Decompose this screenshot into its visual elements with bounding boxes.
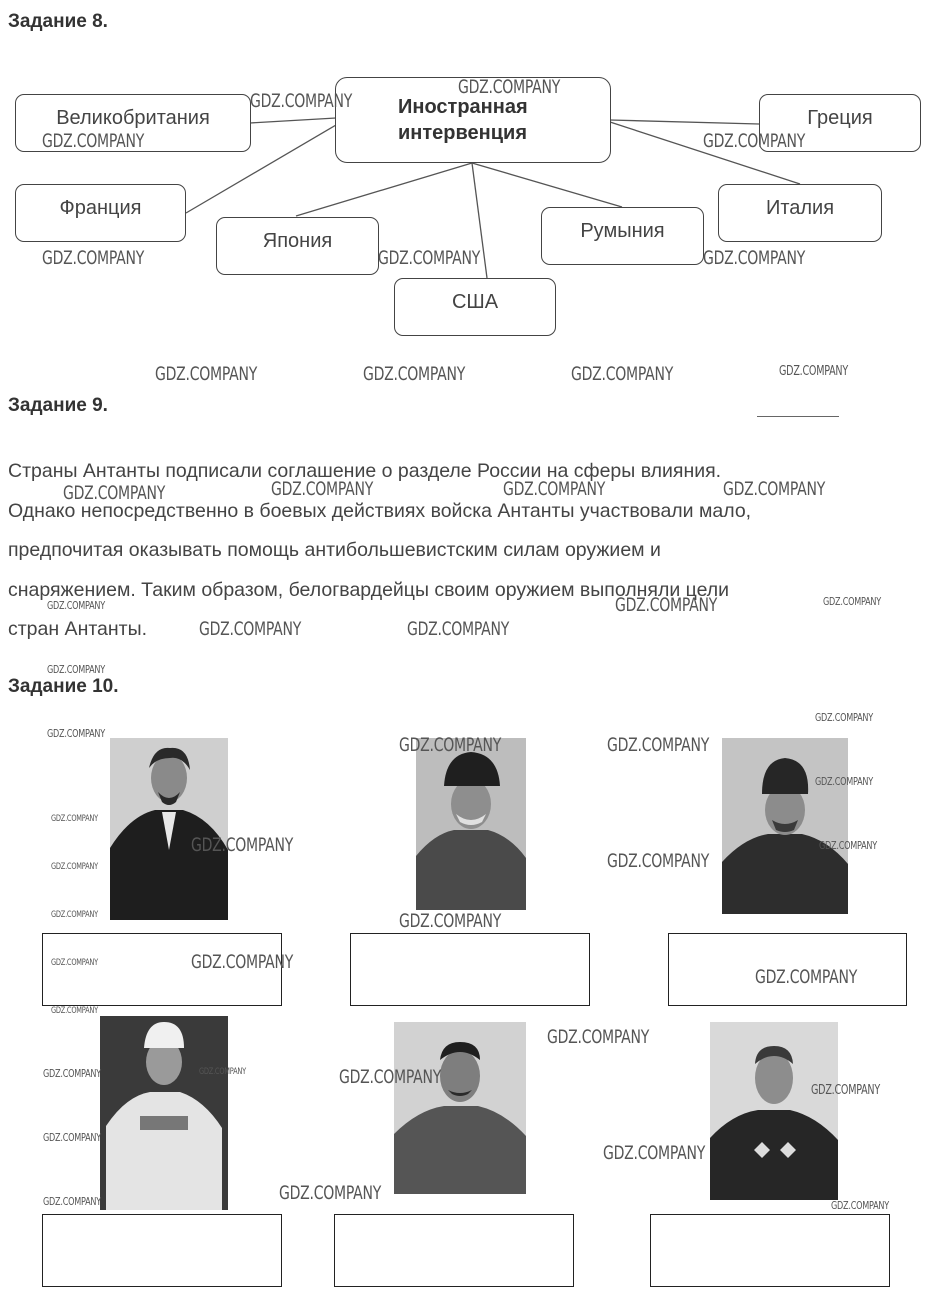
answer-box-2[interactable] (350, 933, 590, 1006)
watermark: GDZ.COMPANY (831, 1199, 889, 1212)
watermark: GDZ.COMPANY (191, 834, 294, 856)
watermark: GDZ.COMPANY (51, 958, 98, 968)
watermark: GDZ.COMPANY (547, 1026, 650, 1048)
paragraph-line: снаряжением. Таким образом, белогвардейцы своим оружием выполняли цели (8, 578, 730, 601)
paragraph-line: Однако непосредственно в боевых действиях войска Антанты участвовали мало, (8, 499, 752, 522)
node-france: Франция (15, 184, 186, 242)
node-italy: Италия (718, 184, 882, 242)
node-japan: Япония (216, 217, 379, 275)
watermark: GDZ.COMPANY (603, 1142, 706, 1164)
watermark: GDZ.COMPANY (399, 910, 502, 932)
portrait-photo-4 (100, 1016, 228, 1210)
portrait-photo-2 (416, 738, 526, 910)
paragraph-line: предпочитая оказывать помощь антибольшевистским силам оружием и (8, 539, 661, 561)
answer-box-6[interactable] (650, 1214, 890, 1287)
connector-usa (472, 163, 487, 278)
watermark: GDZ.COMPANY (378, 247, 481, 269)
diagram-center-node (335, 77, 611, 163)
watermark: GDZ.COMPANY (723, 478, 826, 500)
portrait-photo-5 (394, 1022, 526, 1194)
watermark: GDZ.COMPANY (703, 130, 806, 152)
task-10-heading: Задание 10. (8, 676, 119, 697)
watermark: GDZ.COMPANY (407, 618, 510, 640)
paragraph-line: стран Антанты. (8, 618, 148, 640)
watermark: GDZ.COMPANY (47, 663, 105, 676)
watermark: GDZ.COMPANY (51, 1006, 98, 1016)
watermark: GDZ.COMPANY (42, 130, 145, 152)
answer-box-5[interactable] (334, 1214, 574, 1287)
watermark: GDZ.COMPANY (815, 775, 873, 788)
watermark: GDZ.COMPANY (811, 1083, 880, 1098)
watermark: GDZ.COMPANY (815, 711, 873, 724)
watermark: GDZ.COMPANY (607, 734, 710, 756)
watermark: GDZ.COMPANY (199, 1067, 246, 1077)
watermark: GDZ.COMPANY (271, 478, 374, 500)
watermark: GDZ.COMPANY (43, 1131, 101, 1144)
watermark: GDZ.COMPANY (43, 1195, 101, 1208)
watermark: GDZ.COMPANY (63, 482, 166, 504)
watermark: GDZ.COMPANY (339, 1066, 442, 1088)
connector-japan (296, 163, 472, 216)
paragraph-line: Страны Антанты подписали соглашение о разделе России на сферы влияния. (8, 460, 722, 482)
watermark: GDZ.COMPANY (43, 1067, 101, 1080)
watermark: GDZ.COMPANY (703, 247, 806, 269)
watermark: GDZ.COMPANY (819, 839, 877, 852)
watermark: GDZ.COMPANY (615, 594, 718, 616)
decorative-dash (757, 416, 839, 417)
watermark: GDZ.COMPANY (51, 862, 98, 872)
answer-box-4[interactable] (42, 1214, 282, 1287)
watermark: GDZ.COMPANY (779, 364, 848, 379)
connector-greece (610, 120, 759, 124)
connector-britain (250, 118, 336, 123)
answer-box-1[interactable] (42, 933, 282, 1006)
center-line-2: интервенция (398, 122, 528, 144)
watermark: GDZ.COMPANY (503, 478, 606, 500)
watermark: GDZ.COMPANY (755, 966, 858, 988)
task-9-paragraph (8, 452, 898, 650)
task-8-heading: Задание 8. (8, 11, 108, 32)
watermark: GDZ.COMPANY (47, 727, 105, 740)
watermark: GDZ.COMPANY (51, 910, 98, 920)
node-greece: Греция (759, 94, 921, 152)
watermark: GDZ.COMPANY (51, 814, 98, 824)
watermark: GDZ.COMPANY (199, 618, 302, 640)
node-britain: Великобритания (15, 94, 251, 152)
watermark: GDZ.COMPANY (458, 76, 561, 98)
portrait-photo-3 (722, 738, 848, 914)
portrait-photo-6 (710, 1022, 838, 1200)
watermark: GDZ.COMPANY (191, 951, 294, 973)
connector-romania (472, 163, 622, 207)
watermark: GDZ.COMPANY (155, 363, 258, 385)
center-line-1: Иностранная (398, 96, 528, 118)
watermark: GDZ.COMPANY (607, 850, 710, 872)
watermark: GDZ.COMPANY (363, 363, 466, 385)
watermark: GDZ.COMPANY (250, 90, 353, 112)
watermark: GDZ.COMPANY (823, 595, 881, 608)
watermark: GDZ.COMPANY (279, 1182, 382, 1204)
portrait-photo-1 (110, 738, 228, 920)
task-9-heading: Задание 9. (8, 395, 108, 416)
watermark: GDZ.COMPANY (571, 363, 674, 385)
watermark: GDZ.COMPANY (42, 247, 145, 269)
watermark: GDZ.COMPANY (47, 599, 105, 612)
node-romania: Румыния (541, 207, 704, 265)
watermark: GDZ.COMPANY (399, 734, 502, 756)
node-usa: США (394, 278, 556, 336)
answer-box-3[interactable] (668, 933, 907, 1006)
